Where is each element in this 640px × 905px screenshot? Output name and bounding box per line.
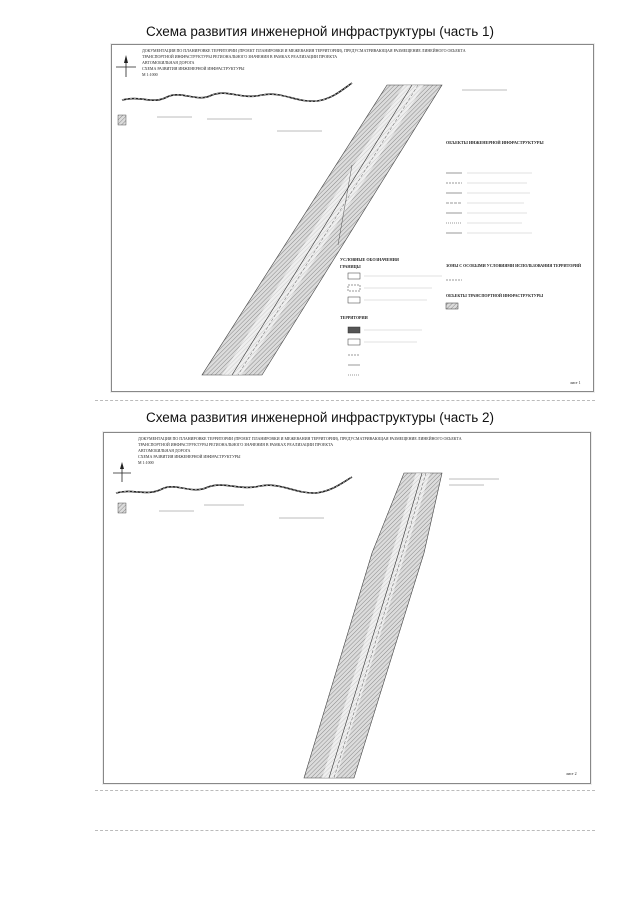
map-sheet-2 [103, 432, 591, 784]
sheet2-header-line-3: АВТОМОБИЛЬНАЯ ДОРОГА [138, 448, 191, 453]
sheet1-legend-territory: ТЕРРИТОРИИ [340, 315, 368, 320]
sheet2-sheet-number: лист 2 [566, 771, 577, 776]
sheet1-header-line-2: ТРАНСПОРТНОЙ ИНФРАСТРУКТУРЫ РЕГИОНАЛЬНОГО ЗНАЧЕНИЯ В РАМКАХ РЕАЛИЗАЦИИ ПРОЕКТА [142, 54, 338, 59]
overview-hatched-block [118, 115, 126, 125]
sheet2-header-line-4: СХЕМА РАЗВИТИЯ ИНЖЕНЕРНОЙ ИНФРАСТРУКТУРЫ [138, 454, 241, 459]
sheet2-map-drawing [104, 433, 590, 783]
scan-artifact-line [95, 830, 595, 831]
sheet1-legend-title: УСЛОВНЫЕ ОБОЗНАЧЕНИЯ [340, 257, 399, 262]
right-legend-symbols [446, 173, 532, 309]
center-legend-symbols [348, 273, 442, 375]
sheet1-header-line-3: АВТОМОБИЛЬНАЯ ДОРОГА [142, 60, 195, 65]
sheet2-header-line-1: ДОКУМЕНТАЦИЯ ПО ПЛАНИРОВКЕ ТЕРРИТОРИИ (ПРОЕКТ ПЛАНИРОВКИ И МЕЖЕВАНИЯ ТЕРРИТОРИИ), ПРЕДУСМАТРИВАЮЩАЯ РАЗМЕЩЕНИЕ ЛИНЕЙНОГО ОБЪЕКТА [138, 436, 462, 441]
north-arrow-icon [113, 462, 131, 482]
sheet1-header-line-5: М 1:1000 [142, 72, 158, 77]
sheet1-right-legend-title: ОБЪЕКТЫ ИНЖЕНЕРНОЙ ИНФРАСТРУКТУРЫ [446, 140, 544, 145]
scan-artifact-line [95, 400, 595, 401]
sheet1-header-line-4: СХЕМА РАЗВИТИЯ ИНЖЕНЕРНОЙ ИНФРАСТРУКТУРЫ [142, 66, 245, 71]
sheet2-header-line-5: М 1:1000 [138, 460, 154, 465]
sheet1-sheet-number: лист 1 [570, 380, 581, 385]
page-title-part-2: Схема развития инженерной инфраструктуры (часть 2) [145, 410, 495, 425]
overview-hatched-block [118, 503, 126, 513]
sheet1-map-drawing [112, 45, 593, 391]
overview-route-line [122, 83, 352, 101]
sheet1-right-legend-transport: ОБЪЕКТЫ ТРАНСПОРТНОЙ ИНФРАСТРУКТУРЫ [446, 293, 544, 298]
page-title-part-1: Схема развития инженерной инфраструктуры (часть 1) [145, 24, 495, 39]
map-sheet-1 [111, 44, 594, 392]
scan-artifact-line [95, 790, 595, 791]
sheet1-right-legend-zones: ЗОНЫ С ОСОБЫМИ УСЛОВИЯМИ ИСПОЛЬЗОВАНИЯ ТЕРРИТОРИЙ [446, 263, 582, 268]
sheet2-header-line-2: ТРАНСПОРТНОЙ ИНФРАСТРУКТУРЫ РЕГИОНАЛЬНОГО ЗНАЧЕНИЯ В РАМКАХ РЕАЛИЗАЦИИ ПРОЕКТА [138, 442, 334, 447]
sheet1-header-line-1: ДОКУМЕНТАЦИЯ ПО ПЛАНИРОВКЕ ТЕРРИТОРИИ (ПРОЕКТ ПЛАНИРОВКИ И МЕЖЕВАНИЯ ТЕРРИТОРИИ), ПРЕДУСМАТРИВАЮЩАЯ РАЗМЕЩЕНИЕ ЛИНЕЙНОГО ОБЪЕКТА [142, 48, 466, 53]
north-arrow-icon [116, 55, 136, 77]
sheet1-legend-borders: ГРАНИЦЫ [340, 264, 361, 269]
overview-route-line [116, 477, 352, 493]
